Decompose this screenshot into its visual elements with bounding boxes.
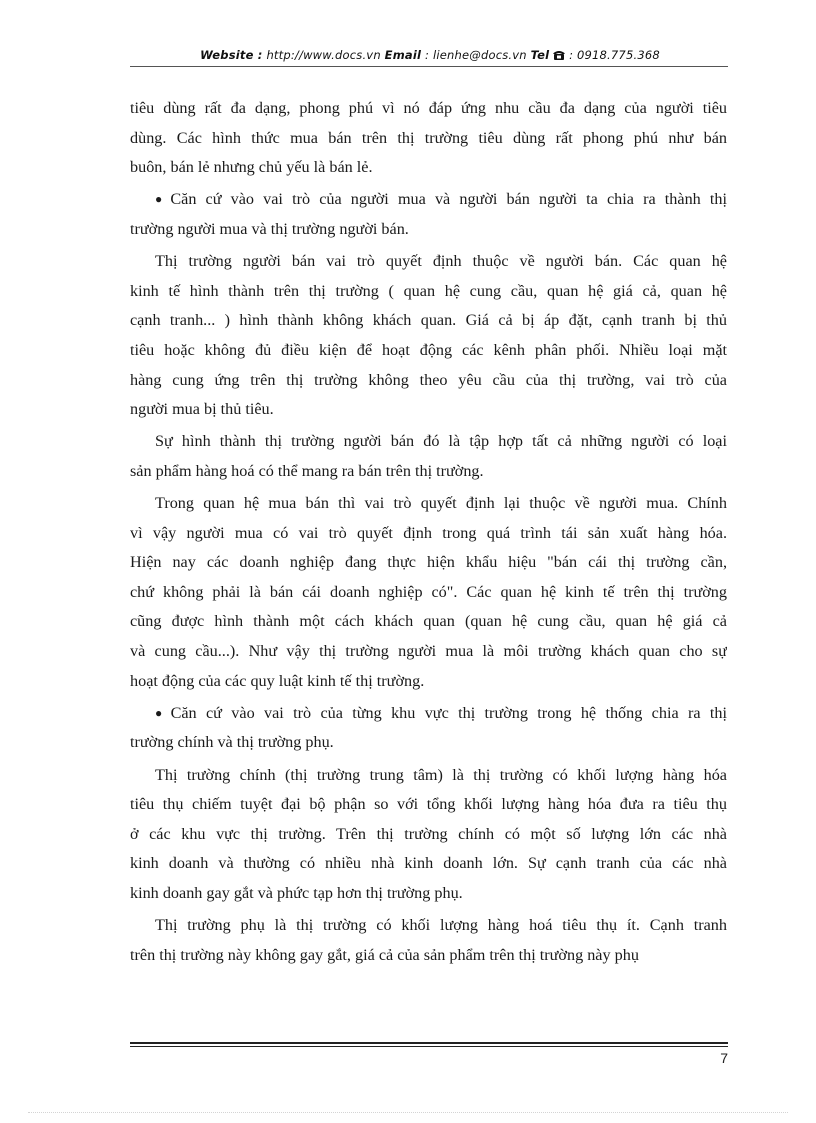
text-line [130,366,727,396]
line-text: kinh tế hình thành trên thị trường ( quan hệ cung cầu, quan hệ giá cả, quan hệ [130,281,727,300]
paragraph [130,427,727,489]
text-line [130,395,727,425]
header-divider [130,66,728,67]
line-text: cạnh tranh... ) hình thành không khách quan. Giá cả bị áp đặt, cạnh tranh bị thủ [130,311,727,330]
paragraph [130,247,727,427]
text-line [130,427,727,457]
footer-divider-thin [130,1046,728,1047]
email-value[interactable]: : lienhe@docs.vn [425,48,527,62]
bullet-icon: ● [155,192,168,207]
line-text: Sự hình thành thị trường người bán đó là tập hợp tất cả những người có loại [155,432,727,451]
text-line [130,728,727,758]
text-line [130,879,727,909]
line-text: trường chính và thị trường phụ. [130,733,334,752]
line-text: trên thị trường này không gay gắt, giá cả của sản phẩm trên thị trường này phụ [130,945,639,964]
line-text: kinh doanh gay gắt và phức tạp hơn thị trường phụ. [130,884,463,902]
text-line [130,306,727,336]
line-text: dùng. Các hình thức mua bán trên thị trường tiêu dùng rất phong phú như bán [130,128,727,147]
line-text: ở các khu vực thị trường. Trên thị trường chính có một số lượng lớn các nhà [130,824,727,843]
text-line [130,761,727,791]
text-line [130,247,727,277]
paragraph [130,489,727,699]
text-line [130,699,727,729]
line-text: Thị trường phụ là thị trường có khối lượng hàng hoá tiêu thụ ít. Cạnh tranh [155,916,727,935]
line-text: cũng được hình thành một cách khách quan (quan hệ cung cầu, quan hệ giá cả [130,612,727,631]
tel-value: : 0918.775.368 [569,48,660,62]
line-text: hàng cung ứng trên thị trường không theo yêu cầu của thị trường, vai trò của [130,370,727,389]
line-text: trường người mua và thị trường người bán. [130,219,409,238]
paragraph [130,911,727,973]
text-line [130,185,727,215]
text-line [130,578,727,608]
text-line [130,94,727,124]
line-text: và cung cầu...). Như vậy thị trường người mua là môi trường khách quan cho sự [130,642,727,661]
text-line [130,607,727,637]
text-line [130,548,727,578]
text-line [130,911,727,941]
website-url[interactable]: http://www.docs.vn [266,48,381,62]
bullet-paragraph [130,699,727,761]
text-line [130,277,727,307]
tel-label: Tel [530,48,550,62]
line-text: vì vậy người mua có vai trò quyết định trong quá trình tái sản xuất hàng hóa. [130,523,727,542]
email-label: Email [384,48,422,62]
line-text: Trong quan hệ mua bán thì vai trò quyết định lại thuộc về người mua. Chính [155,494,727,513]
line-text: hoạt động của các quy luật kinh tế thị trường. [130,671,425,690]
website-label: Website : [200,48,263,62]
text-line [130,667,727,697]
line-text: chứ không phải là bán cái doanh nghiệp có". Các quan hệ kinh tế trên thị trường [130,582,727,601]
text-line [130,336,727,366]
line-text: Căn cứ vào vai trò của từng khu vực thị trường trong hệ thống chia ra thị [170,703,727,722]
text-line [130,215,727,245]
paragraph-gap [130,970,727,973]
line-text: tiêu dùng rất đa dạng, phong phú vì nó đáp ứng nhu cầu đa dạng của người tiêu [130,99,727,117]
text-line [130,489,727,519]
line-text: Thị trường chính (thị trường trung tâm) là thị trường có khối lượng hàng hóa [155,765,727,784]
paragraph [130,94,727,185]
page-number: 7 [720,1050,728,1066]
text-line [130,820,727,850]
line-text: Hiện nay các doanh nghiệp đang thực hiện khẩu hiệu "bán cái thị trường cần, [130,553,727,572]
text-line [130,790,727,820]
line-text: sản phẩm hàng hoá có thể mang ra bán trên thị trường. [130,461,484,480]
line-text: tiêu hoặc không đủ điều kiện để hoạt động các kênh phân phối. Nhiều loại mặt [130,340,727,359]
document-body [130,94,727,973]
telephone-icon [553,48,569,62]
line-text: Thị trường người bán vai trò quyết định thuộc về người bán. Các quan hệ [155,252,727,271]
line-text: buôn, bán lẻ nhưng chủ yếu là bán lẻ. [130,158,373,177]
line-text: Căn cứ vào vai trò của người mua và người bán người ta chia ra thành thị [170,190,727,209]
text-line [130,849,727,879]
text-line [130,124,727,154]
line-text: người mua bị thủ tiêu. [130,400,274,419]
text-line [130,153,727,183]
text-line [130,457,727,487]
page-header [130,48,730,62]
line-text: tiêu thụ chiếm tuyệt đại bộ phận so với tổng khối lượng hàng hóa đưa ra tiêu thụ [130,795,727,814]
text-line [130,941,727,971]
line-text: kinh doanh và thường có nhiều nhà kinh doanh lớn. Sự cạnh tranh của các nhà [130,854,727,873]
text-line [130,519,727,549]
paragraph [130,761,727,912]
bullet-paragraph [130,185,727,247]
text-line [130,637,727,667]
footer-divider-thick [130,1042,728,1044]
bullet-icon: ● [155,705,168,720]
page-edge-dots [28,1112,788,1113]
